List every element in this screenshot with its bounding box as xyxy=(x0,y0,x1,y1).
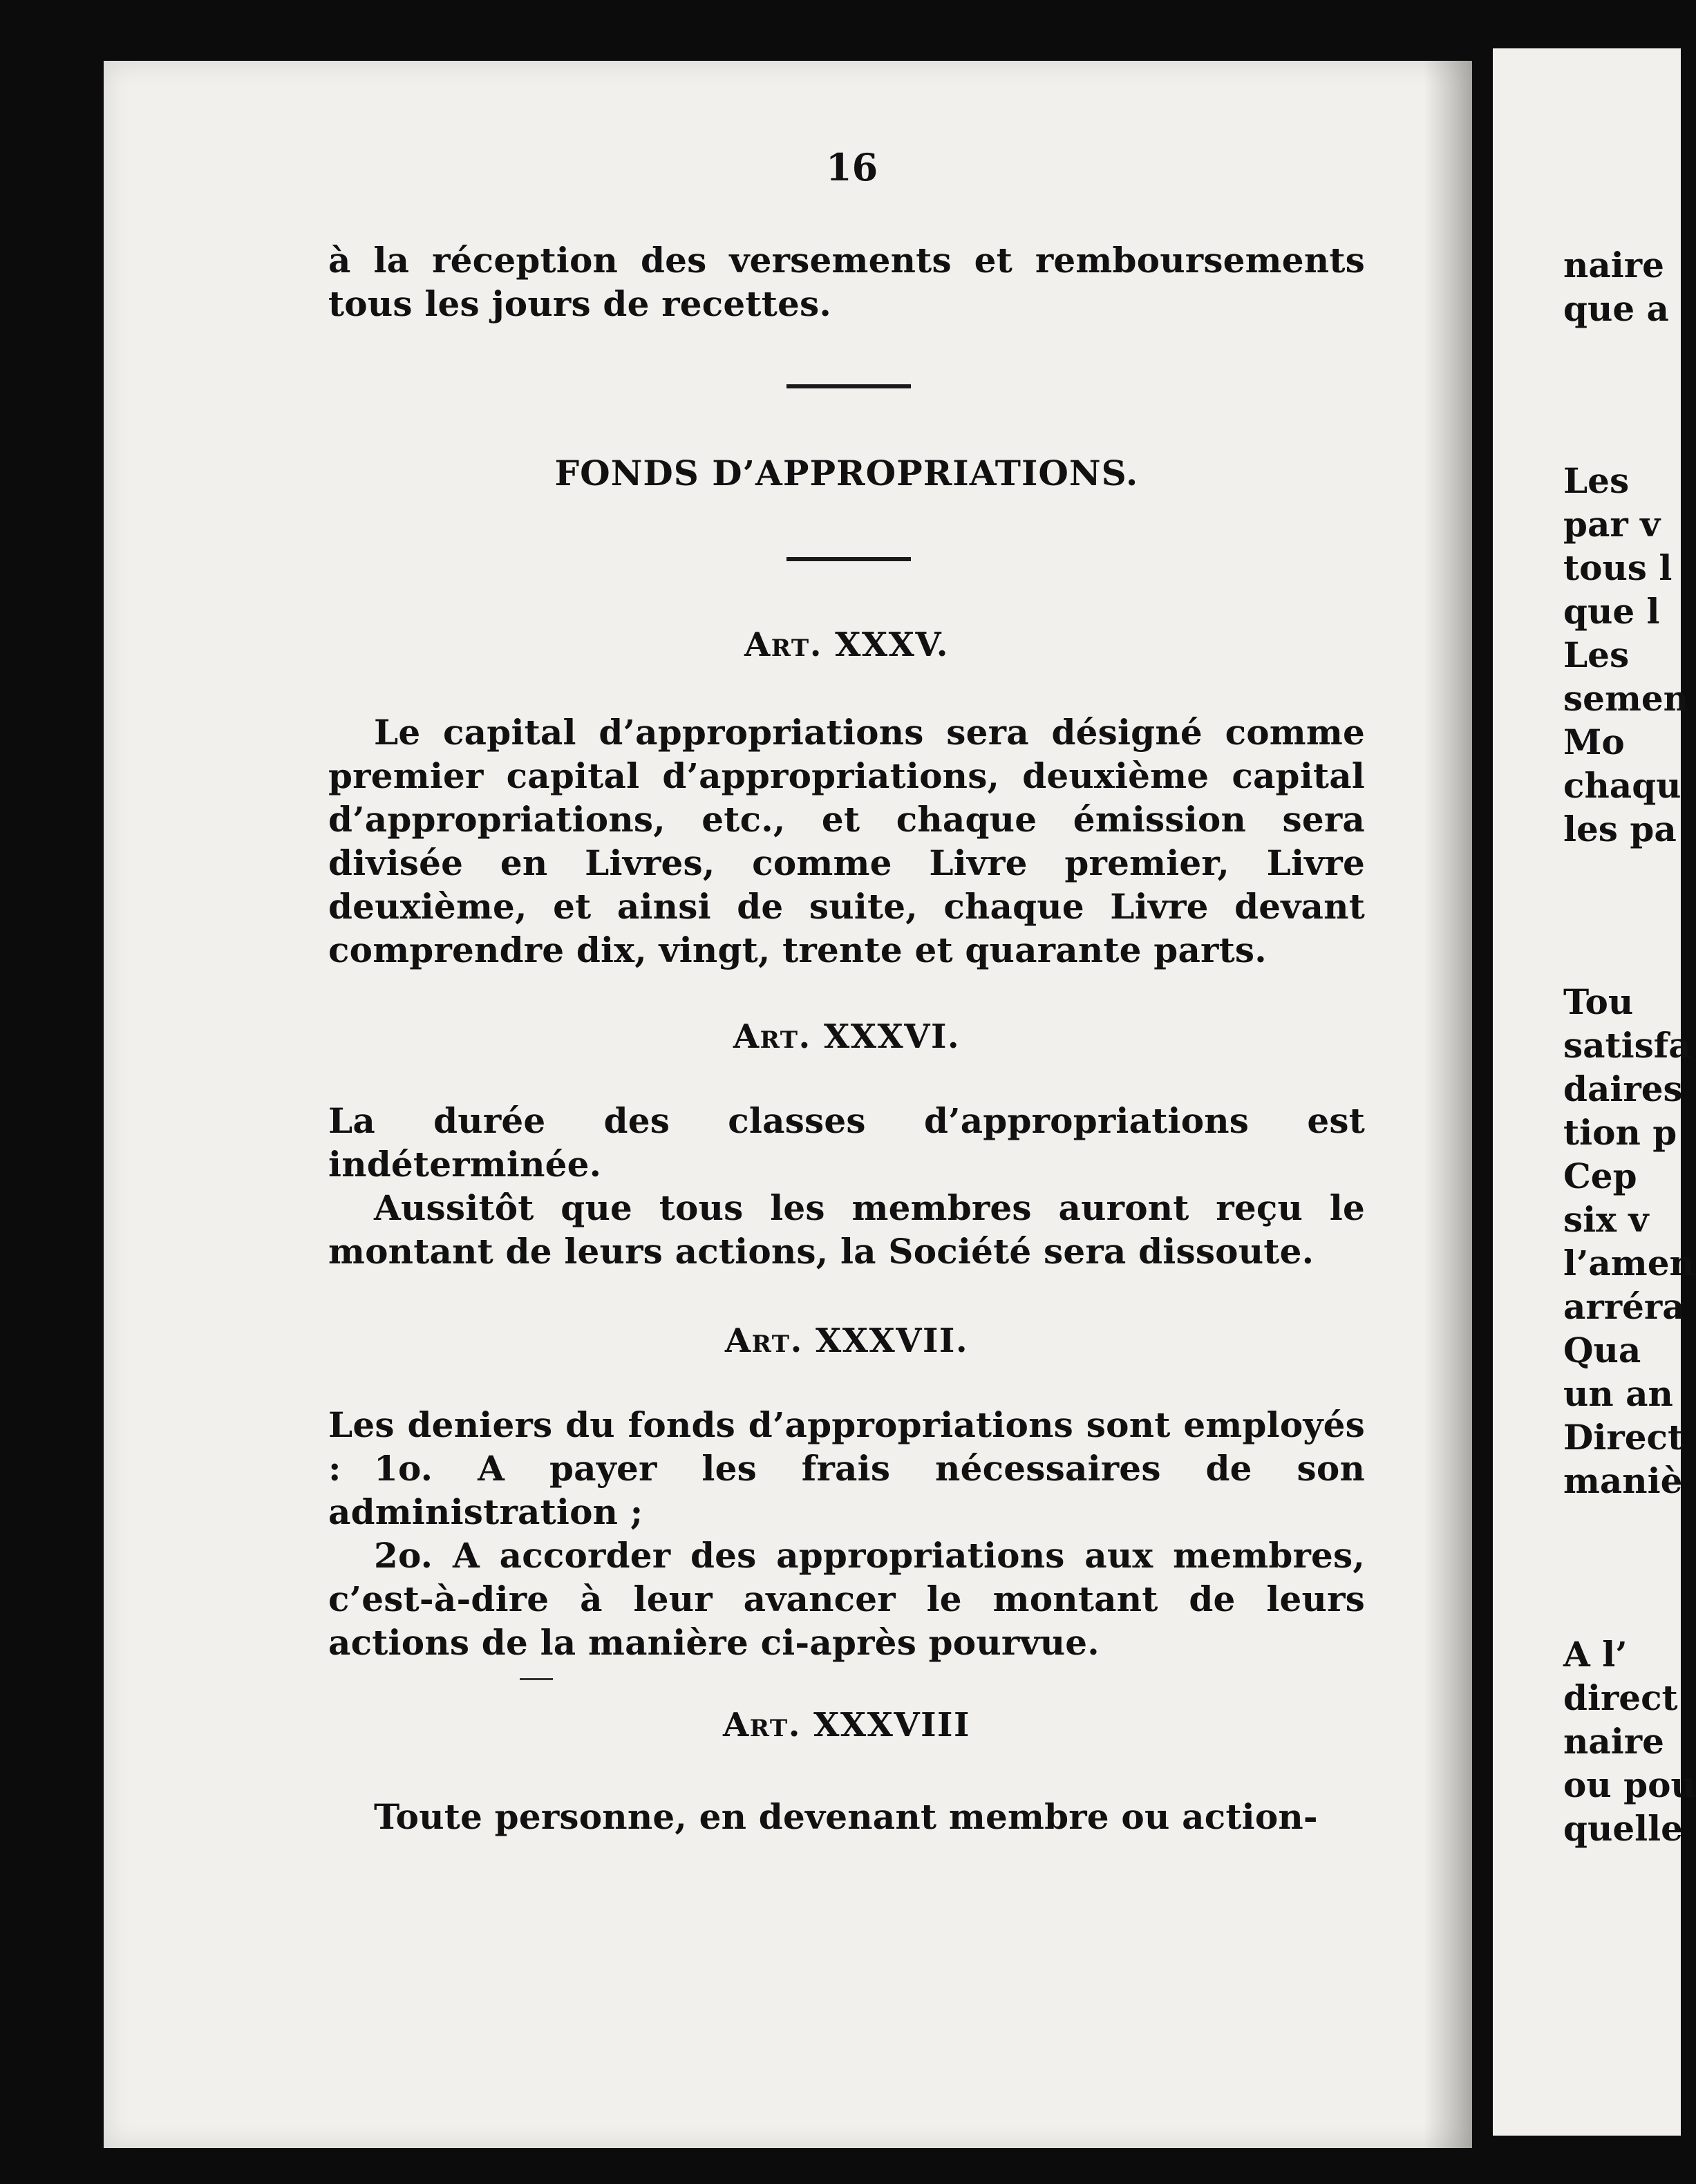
rule-top xyxy=(786,384,911,388)
right-page-line: que a xyxy=(1563,288,1669,329)
right-page-line: chaqu xyxy=(1563,765,1681,806)
gutter-shadow xyxy=(1424,61,1472,2148)
right-page-line: satisfa xyxy=(1563,1025,1691,1066)
article-37-heading: Art. XXXVII. xyxy=(724,1321,969,1360)
right-page-line: Tou xyxy=(1563,981,1634,1022)
right-page-line: naire xyxy=(1563,245,1664,285)
article-36-heading: Art. XXXVI. xyxy=(733,1017,961,1056)
right-page-line: maniè xyxy=(1563,1460,1683,1501)
rule-bottom xyxy=(786,557,911,561)
right-page-line: Cep xyxy=(1563,1156,1637,1196)
right-page-line: quelle xyxy=(1563,1808,1683,1849)
right-page-line: Qua xyxy=(1563,1330,1641,1371)
right-page-line: par v xyxy=(1563,504,1661,545)
article-37-item-2: 2o. A accorder des appropriations aux membres, c’est-à-dire à leur avancer le montant de leurs actions de la manière ci-après pourvue. xyxy=(328,1535,1365,1663)
right-page-line: que l xyxy=(1563,591,1660,632)
article-38-heading: Art. XXXVIII xyxy=(723,1706,970,1744)
right-page-line: naire xyxy=(1563,1721,1664,1762)
paragraph-receipt: à la réception des versements et remboursements tous les jours de recettes. xyxy=(328,240,1365,324)
right-page-line: tion p xyxy=(1563,1112,1677,1153)
article-38-paragraph: Toute personne, en devenant membre ou action- xyxy=(374,1796,1318,1837)
right-page-line: Les xyxy=(1563,634,1630,675)
section-title: FONDS D’APPROPRIATIONS. xyxy=(554,453,1139,493)
right-page-line: tous l xyxy=(1563,547,1673,588)
right-page-line: un an xyxy=(1563,1373,1673,1414)
small-rule xyxy=(520,1678,553,1680)
right-page-line: ou pou xyxy=(1563,1764,1696,1805)
article-36-paragraph-1: La durée des classes d’appropriations est indéterminée. xyxy=(328,1100,1365,1185)
right-page-line: daires xyxy=(1563,1069,1683,1109)
article-37-item-1: 1o. A payer les frais nécessaires de son administration ; xyxy=(328,1448,1365,1532)
right-page-line: Direct xyxy=(1563,1417,1684,1458)
right-page-line: semen xyxy=(1563,678,1689,719)
right-page-line: les pa xyxy=(1563,809,1677,849)
article-37-paragraph-1: Les deniers du fonds d’appropriations sont employés : xyxy=(328,1404,1365,1489)
right-page-line: arréra xyxy=(1563,1286,1685,1327)
page-number: 16 xyxy=(826,145,878,189)
article-35-paragraph: Le capital d’appropriations sera désigné comme premier capital d’appropriations, deuxième capital d’appropriations, etc., et chaque émission sera divisée en Livres, comme Livre premier, Livre deuxième, et ainsi de suite, chaque Livre devant comprendre dix, vingt, trente et quarante parts. xyxy=(328,712,1365,970)
article-36-paragraph-2: Aussitôt que tous les membres auront reçu le montant de leurs actions, la Société sera dissoute. xyxy=(328,1187,1365,1272)
right-page-line: six v xyxy=(1563,1199,1649,1240)
right-page-line: A l’ xyxy=(1563,1634,1628,1675)
right-page-line: direct xyxy=(1563,1677,1678,1718)
article-35-heading: Art. XXXV. xyxy=(744,625,949,664)
right-page-line: Les xyxy=(1563,460,1630,501)
right-page-line: Mo xyxy=(1563,722,1625,762)
right-page-line: l’amen xyxy=(1563,1243,1695,1283)
